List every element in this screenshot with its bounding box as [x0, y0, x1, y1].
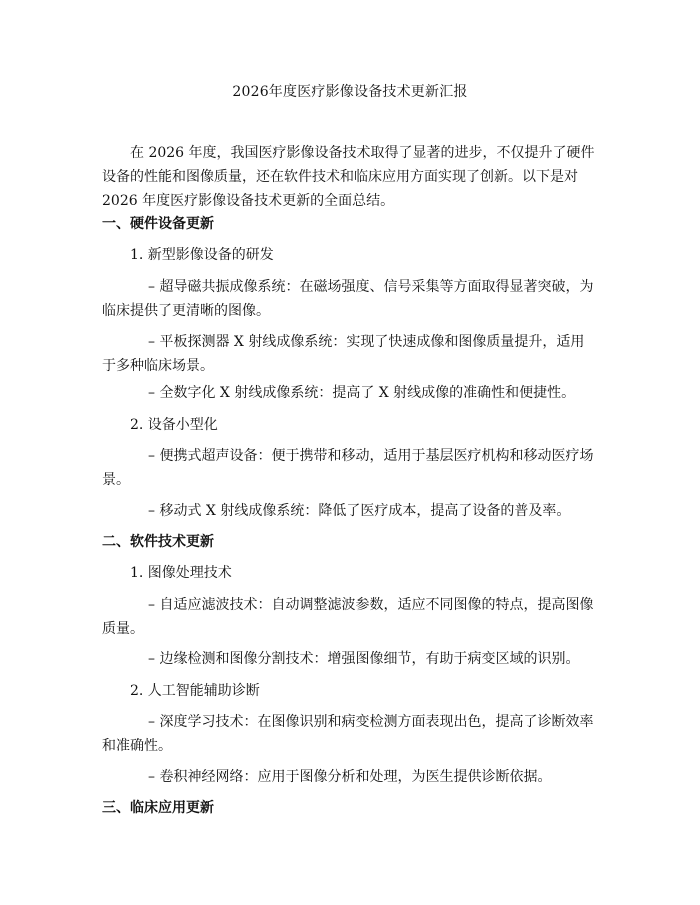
subsection-title-miniaturization: 2. 设备小型化 [130, 417, 218, 433]
section-heading-hardware: 一、硬件设备更新 [102, 216, 214, 232]
list-item: – 超导磁共振成像系统：在磁场强度、信号采集等方面取得显著突破，为临床提供了更清晰的图像。 [102, 279, 594, 319]
subsection-title-ai-diagnosis: 2. 人工智能辅助诊断 [130, 683, 260, 699]
list-item: – 全数字化 X 射线成像系统：提高了 X 射线成像的准确性和便捷性。 [148, 385, 576, 401]
list-item: – 卷积神经网络：应用于图像分析和处理，为医生提供诊断依据。 [148, 769, 552, 785]
section-heading-software: 二、软件技术更新 [102, 534, 214, 550]
list-item: – 边缘检测和图像分割技术：增强图像细节，有助于病变区域的识别。 [148, 651, 580, 667]
document-title: 2026年度医疗影像设备技术更新汇报 [232, 84, 468, 100]
list-item: – 移动式 X 射线成像系统：降低了医疗成本，提高了设备的普及率。 [148, 503, 571, 519]
list-item: – 便携式超声设备：便于携带和移动，适用于基层医疗机构和移动医疗场景。 [102, 448, 594, 488]
section-heading-clinical: 三、临床应用更新 [102, 800, 214, 816]
intro-paragraph: 在 2026 年度，我国医疗影像设备技术取得了显著的进步，不仅提升了硬件设备的性能和图像质量，还在软件技术和临床应用方面实现了创新。以下是对 2026 年度医疗影像设备技术更新的全面总结。 [102, 145, 595, 209]
list-item: – 自适应滤波技术：自动调整滤波参数，适应不同图像的特点，提高图像质量。 [102, 597, 594, 637]
list-item: – 平板探测器 X 射线成像系统：实现了快速成像和图像质量提升，适用于多种临床场景。 [102, 334, 585, 374]
subsection-title-new-devices: 1. 新型影像设备的研发 [130, 247, 274, 263]
list-item: – 深度学习技术：在图像识别和病变检测方面表现出色，提高了诊断效率和准确性。 [102, 714, 594, 754]
subsection-title-image-processing: 1. 图像处理技术 [130, 565, 232, 581]
